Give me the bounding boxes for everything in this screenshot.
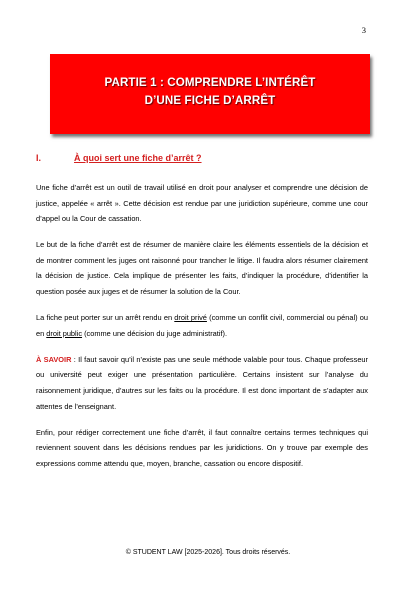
scope-text-3: (comme une décision du juge administratif). (82, 328, 228, 338)
paragraph-purpose: Le but de la fiche d’arrêt est de résumer de manière claire les éléments essentiels de la décision et de montrer comment les juges ont raisonné pour trancher le litige. Il faudra alors résumer clairement la décision de justice. Cela implique de présenter les faits, d’indiquer la procédure, d’identifier la question posée aux juges et de résumer la solution de la Cour. (36, 240, 368, 297)
part-title-banner (50, 54, 370, 134)
a-savoir-label: À SAVOIR (36, 354, 72, 364)
term-droit-public: droit public (46, 328, 83, 338)
copyright-footer: © STUDENT LAW [2025-2026]. Tous droits réservés. (125, 549, 291, 556)
paragraph-scope (36, 310, 368, 341)
body-text (36, 180, 368, 482)
paragraph-definition: Une fiche d’arrêt est un outil de travail utilisé en droit pour analyser et comprendre une décision de justice, appelée « arrêt ». Cette décision est rendue par une juridiction supérieure, comme une cour d’appel ou la Cour de cassation. (36, 183, 368, 224)
page-number: 3 (361, 25, 366, 35)
section-title: À quoi sert une fiche d’arrêt ? (74, 153, 202, 163)
paragraph-terminology: Enfin, pour rédiger correctement une fiche d’arrêt, il faut connaître certains termes techniques qui reviennent souvent dans les décisions rendues par les juridictions. On y trouve par exemple des expressions comme attendu que, moyen, branche, cassation ou encore dispositif. (36, 427, 368, 468)
scope-text-2: (comme un conflit civil, commercial ou pénal) ou en (36, 313, 369, 338)
scope-text-1: La fiche peut porter sur un arrêt rendu en (36, 313, 175, 323)
banner-title-line-2: D’UNE FICHE D’ARRÊT (144, 94, 276, 107)
paragraph-a-savoir (36, 352, 368, 414)
banner-title-line-1: PARTIE 1 : COMPRENDRE L’INTÉRÊT (104, 76, 316, 89)
term-droit-prive: droit privé (174, 313, 207, 323)
a-savoir-text: : Il faut savoir qu’il n’existe pas une seule méthode valable pour tous. Chaque professeur ou université peut exiger une présentation particulière. Certains insistent sur l’analyse du raisonnement juridique, d’autres sur les faits ou la procédure. Il est donc important de s’adapter aux attentes de l’enseignant. (36, 354, 368, 411)
section-number: I. (36, 153, 42, 163)
section-heading (36, 153, 202, 163)
